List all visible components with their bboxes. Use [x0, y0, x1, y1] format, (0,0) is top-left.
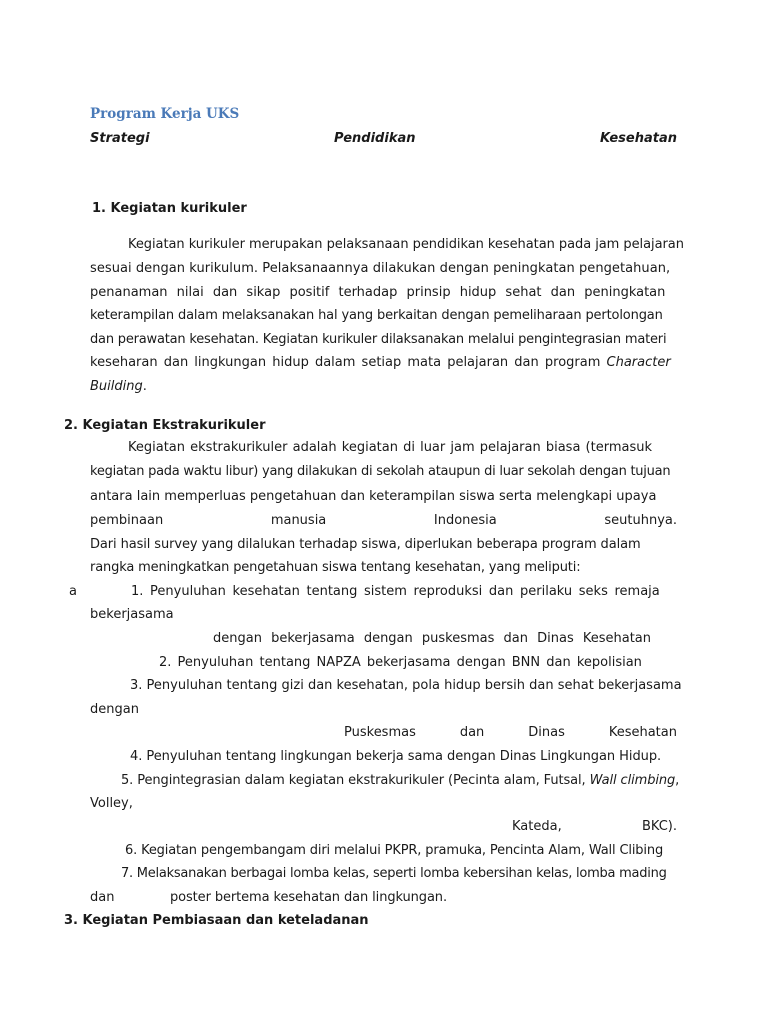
- word: seutuhnya.: [604, 513, 677, 528]
- word: BKC).: [641, 819, 677, 834]
- word: Dinas: [528, 725, 565, 740]
- word: Kateda,: [512, 819, 562, 834]
- section-3-heading: 3. Kegiatan Pembiasaan dan keteladanan: [64, 913, 369, 928]
- list-item: 1. Penyuluhan kesehatan tentang sistem reproduksi dan perilaku seks remaja: [131, 584, 660, 599]
- list-item-continuation: dengan bekerjasama dengan puskesmas dan Dinas Kesehatan: [213, 631, 652, 646]
- paragraph-line: Kegiatan kurikuler merupakan pelaksanaan pendidikan kesehatan pada jam pelajaran: [128, 237, 684, 252]
- list-item-continuation: dengan: [90, 702, 139, 717]
- list-item: 3. Penyuluhan tentang gizi dan kesehatan, pola hidup bersih dan sehat bekerjasama: [130, 678, 682, 693]
- italic-term: Building: [90, 379, 143, 394]
- paragraph-line: penanaman nilai dan sikap positif terhadap prinsip hidup sehat dan peningkatan: [90, 285, 666, 300]
- page-title: Program Kerja UKS: [90, 106, 240, 122]
- list-item-continuation: dan: [90, 890, 115, 905]
- subtitle: [90, 131, 677, 147]
- word: dan: [459, 725, 485, 740]
- list-item: 4. Penyuluhan tentang lingkungan bekerja sama dengan Dinas Lingkungan Hidup.: [130, 749, 662, 764]
- paragraph-line: antara lain memperluas pengetahuan dan keterampilan siswa serta melengkapi upaya: [90, 489, 657, 504]
- list-item-text: 5. Pengintegrasian dalam kegiatan ekstrakurikuler (Pecinta alam, Futsal,: [121, 773, 586, 788]
- italic-term: Character: [606, 355, 671, 370]
- list-item-continuation: Volley,: [90, 796, 133, 811]
- italic-term: Wall climbing: [589, 773, 676, 788]
- subtitle-word: Kesehatan: [599, 131, 677, 146]
- word: Indonesia: [433, 513, 497, 528]
- paragraph-line: [90, 355, 671, 371]
- list-item: 2. Penyuluhan tentang NAPZA bekerjasama dengan BNN dan kepolisian: [159, 655, 642, 670]
- paragraph-line: kegiatan pada waktu libur) yang dilakukan di sekolah ataupun di luar sekolah dengan tujuan: [90, 464, 671, 479]
- list-item-continuation: [512, 819, 677, 835]
- punctuation: .: [142, 379, 147, 394]
- paragraph-line: [90, 513, 677, 529]
- paragraph-line: Kegiatan ekstrakurikuler adalah kegiatan di luar jam pelajaran biasa (termasuk: [128, 440, 652, 455]
- word: pembinaan: [90, 513, 164, 528]
- list-item-continuation: bekerjasama: [90, 607, 174, 622]
- paragraph-line: keterampilan dalam melaksanakan hal yang berkaitan dengan pemeliharaan pertolongan: [90, 308, 663, 323]
- paragraph-line: Dari hasil survey yang dilalukan terhadap siswa, diperlukan beberapa program dalam: [90, 537, 641, 552]
- list-item: 6. Kegiatan pengembangam diri melalui PKPR, pramuka, Pencinta Alam, Wall Clibing: [125, 843, 664, 858]
- word: Puskesmas: [344, 725, 416, 740]
- paragraph-line: dan perawatan kesehatan. Kegiatan kurikuler dilaksanakan melalui pengintegrasian materi: [90, 332, 667, 347]
- section-1-heading: 1. Kegiatan kurikuler: [92, 201, 247, 216]
- paragraph-text: keseharan dan lingkungan hidup dalam setiap mata pelajaran dan program: [90, 355, 601, 370]
- list-item: [121, 773, 679, 789]
- word: manusia: [270, 513, 327, 528]
- list-marker: a: [69, 584, 77, 599]
- list-item-continuation: poster bertema kesehatan dan lingkungan.: [170, 890, 447, 905]
- paragraph-line: sesuai dengan kurikulum. Pelaksanaannya dilakukan dengan peningkatan pengetahuan,: [90, 261, 671, 276]
- subtitle-word: Pendidikan: [334, 131, 416, 146]
- paragraph-line: [90, 379, 147, 395]
- subtitle-word: Strategi: [90, 131, 150, 146]
- word: Kesehatan: [608, 725, 677, 740]
- paragraph-line: rangka meningkatkan pengetahuan siswa tentang kesehatan, yang meliputi:: [90, 560, 581, 575]
- section-2-heading: 2. Kegiatan Ekstrakurikuler: [64, 418, 266, 433]
- list-item: 7. Melaksanakan berbagai lomba kelas, seperti lomba kebersihan kelas, lomba mading: [121, 866, 667, 881]
- punctuation: ,: [675, 773, 680, 788]
- list-item-continuation: [344, 725, 677, 741]
